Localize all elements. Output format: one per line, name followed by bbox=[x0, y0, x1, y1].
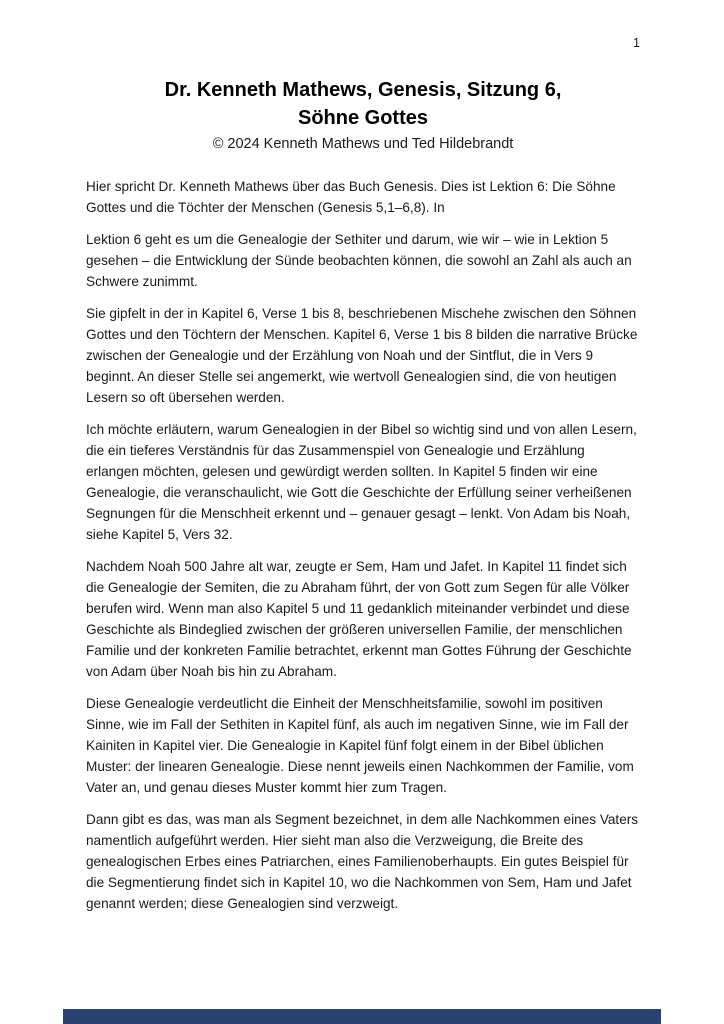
paragraph-4: Ich möchte erläutern, warum Genealogien in der Bibel so wichtig sind und von allen Lesern, die ein tieferes Verständnis für das Zusammenspiel von Genealogie und Erzählung erlangen möchten, gelesen und gewürdigt werden sollten. In Kapitel 5 finden wir eine Genealogie, die veranschaulicht, wie Gott die Geschichte der Erfüllung seiner verheißenen Segnungen für die Menschheit erkennt und – genauer gesagt – lenkt. Von Adam bis Noah, siehe Kapitel 5, Vers 32. bbox=[86, 422, 637, 542]
document-title bbox=[86, 76, 640, 132]
paragraph-2: Lektion 6 geht es um die Genealogie der Sethiter und darum, wie wir – wie in Lektion 5 gesehen – die Entwicklung der Sünde beobachten können, die sowohl an Zahl als auch an Schwere zunimmt. bbox=[86, 232, 632, 289]
copyright-line: © 2024 Kenneth Mathews und Ted Hildebrandt bbox=[212, 136, 514, 152]
document-body bbox=[86, 176, 640, 914]
title-line-2: Söhne Gottes bbox=[297, 107, 428, 129]
paragraph-3: Sie gipfelt in der in Kapitel 6, Verse 1 bis 8, beschriebenen Mischehe zwischen den Söhnen Gottes und den Töchtern der Menschen. Kapitel 6, Verse 1 bis 8 bilden die narrative Brücke zwischen der Genealogie und der Erzählung von Noah und der Sintflut, die in Vers 9 beginnt. An dieser Stelle sei angemerkt, wie wertvoll Genealogien sind, die von heutigen Lesern so oft übersehen werden. bbox=[86, 306, 638, 405]
page-content bbox=[86, 36, 640, 925]
bottom-blue-bar bbox=[63, 1009, 661, 1024]
title-line-1: Dr. Kenneth Mathews, Genesis, Sitzung 6, bbox=[164, 79, 562, 101]
paragraph-5: Nachdem Noah 500 Jahre alt war, zeugte er Sem, Ham und Jafet. In Kapitel 11 findet sich die Genealogie der Semiten, die zu Abraham führt, der von Gott zum Segen für alle Völker berufen wird. Wenn man also Kapitel 5 und 11 gedanklich miteinander verbindet und diese Geschichte als Bindeglied zwischen der größeren universellen Familie, der menschlichen Familie und der konkreten Familie betrachtet, erkennt man Gottes Führung der Geschichte von Adam über Noah bis hin zu Abraham. bbox=[86, 559, 632, 679]
paragraph-1: Hier spricht Dr. Kenneth Mathews über das Buch Genesis. Dies ist Lektion 6: Die Söhne Gottes und die Töchter der Menschen (Genesis 5,1–6,8). In bbox=[86, 179, 616, 215]
paragraph-6: Diese Genealogie verdeutlicht die Einheit der Menschheitsfamilie, sowohl im positiven Sinne, wie im Fall der Sethiten in Kapitel fünf, als auch im negativen Sinne, wie im Fall der Kainiten in Kapitel vier. Die Genealogie in Kapitel fünf folgt einem in der Bibel üblichen Muster: der linearen Genealogie. Diese nennt jeweils einen Nachkommen der Familie, vom Vater an, und genau dieses Muster kommt hier zum Tragen. bbox=[86, 696, 634, 795]
page-number: 1 bbox=[633, 36, 640, 50]
paragraph-7: Dann gibt es das, was man als Segment bezeichnet, in dem alle Nachkommen eines Vaters namentlich aufgeführt werden. Hier sieht man also die Verzweigung, die Breite des genealogischen Erbes eines Patriarchen, eines Familienoberhaupts. Ein gutes Beispiel für die Segmentierung findet sich in Kapitel 10, wo die Nachkommen von Sem, Ham und Jafet genannt werden; diese Genealogien sind verzweigt. bbox=[86, 812, 639, 911]
